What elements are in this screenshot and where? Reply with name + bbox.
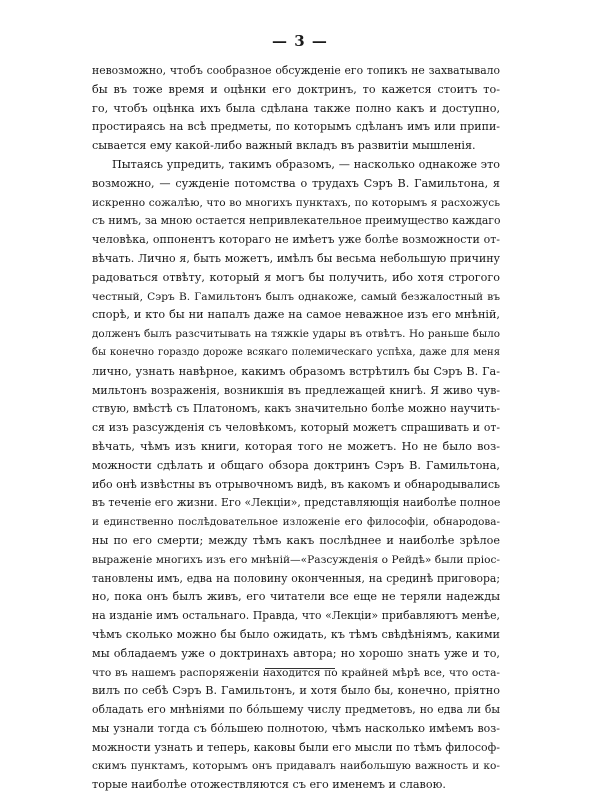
text-line: вѣчать, чѣмъ изъ книги, которая того не можетъ. Но не было воз- [92,439,500,453]
text-line: мы обладаемъ уже о доктринахъ автора; но хорошо знать уже и то, [92,646,500,660]
text-line: честный, Сэръ В. Гамильтонъ былъ однакоже, самый безжалостный въ [92,290,500,303]
text-line: человѣка, оппонентъ котораго не имѣетъ уже болѣе возможности от- [92,233,500,247]
text-line: мильтонъ возраженія, возникшія въ предлежащей книгѣ. Я живо чув- [92,383,500,397]
text-line: выраженіе многихъ изъ его мнѣній—«Разсужденія о Рейдѣ» были пріос- [92,553,500,566]
text-line: можности сдѣлать и общаго обзора доктринъ Сэръ В. Гамильтона, [92,458,500,472]
page-number: — 3 — [272,32,328,50]
text-line: но, пока онъ былъ живъ, его читатели все еще не теряли надежды [92,590,500,604]
text-line: возможно, — сужденіе потомства о трудахъ Сэръ В. Гамильтона, я [92,176,500,190]
end-rule [265,668,335,669]
text-line: радоваться отвѣту, который я могъ бы получить, ибо хотя строгого [92,270,500,284]
body-text [92,62,500,795]
text-line: что въ нашемъ распоряженіи находится по крайней мѣрѣ все, что оста- [92,666,500,679]
text-line: лично, узнать навѣрное, какимъ образомъ встрѣтилъ бы Сэръ В. Га- [92,364,500,378]
text-line: ибо онѣ извѣстны въ отрывочномъ видѣ, въ какомъ и обнародывались [92,477,500,491]
text-line: долженъ былъ разсчитывать на тяжкіе удары въ отвѣтъ. Но раньше было [92,328,500,341]
text-line: съ нимъ, за мною остается непривлекательное преимущество каждаго [92,214,500,228]
text-line: тановлены имъ, едва на половину оконченныя, на срединѣ приговора; [92,571,500,585]
text-line: мы узнали тогда съ бо́льшею полнотою, чѣмъ насколько имѣемъ воз- [92,721,500,735]
text-line: можности узнать и теперь, каковы были его мысли по тѣмъ философ- [92,740,500,754]
text-line: скимъ пунктамъ, которымъ онъ придавалъ наибольшую важность и ко- [92,760,500,773]
text-line: чѣмъ сколько можно бы было ожидать, къ тѣмъ свѣдѣніямъ, какими [92,627,500,641]
text-line: торые наиболѣе отожествляются съ его именемъ и славою. [92,778,446,792]
text-line: бы въ тоже время и оцѣнки его доктринъ, то кажется стоитъ то- [92,82,500,96]
text-line: невозможно, чтобъ сообразное обсужденіе его топикъ не захватывало [92,64,500,77]
text-line: обладать его мнѣніями по бо́льшему числу предметовъ, но едва ли бы [92,703,500,717]
text-line: сывается ему какой-либо важный вкладъ въ развитіи мышленія. [92,139,476,153]
text-line: ся изъ разсужденія съ человѣкомъ, который можетъ спрашивать и от- [92,421,500,435]
text-line: простираясь на всѣ предметы, по которымъ сдѣланъ имъ или припи- [92,120,500,134]
text-line: ствую, вмѣстѣ съ Платономъ, какъ значительно болѣе можно научить- [92,402,500,416]
text-line: ны по его смерти; между тѣмъ какъ послѣднее и наиболѣе зрѣлое [92,533,500,547]
text-line: искренно сожалѣю, что во многихъ пунктахъ, по которымъ я расхожусь [92,196,500,209]
text-line: Пытаясь упредить, такимъ образомъ, — насколько однакоже это [112,157,500,171]
text-line: на изданіе имъ остальнаго. Правда, что «Лекціи» прибавляютъ менѣе, [92,609,500,623]
text-line: и единственно послѣдовательное изложеніе его философіи, обнародова- [92,516,500,529]
text-line: бы конечно гораздо дороже всякаго полемическаго успѣха, даже для меня [92,346,500,358]
text-line: вилъ по себѣ Сэръ В. Гамильтонъ, и хотя было бы, конечно, пріятно [92,684,500,698]
text-line: въ теченіе его жизни. Его «Лекціи», представляющія наиболѣе полное [92,496,500,510]
text-line: вѣчать. Лично я, быть можетъ, имѣлъ бы весьма небольшую причину [92,251,500,265]
text-line: спорѣ, и кто бы ни напалъ даже на самое неважное изъ его мнѣній, [92,308,500,322]
text-line: го, чтобъ оцѣнка ихъ была сдѣлана также полно какъ и доступно, [92,101,500,115]
